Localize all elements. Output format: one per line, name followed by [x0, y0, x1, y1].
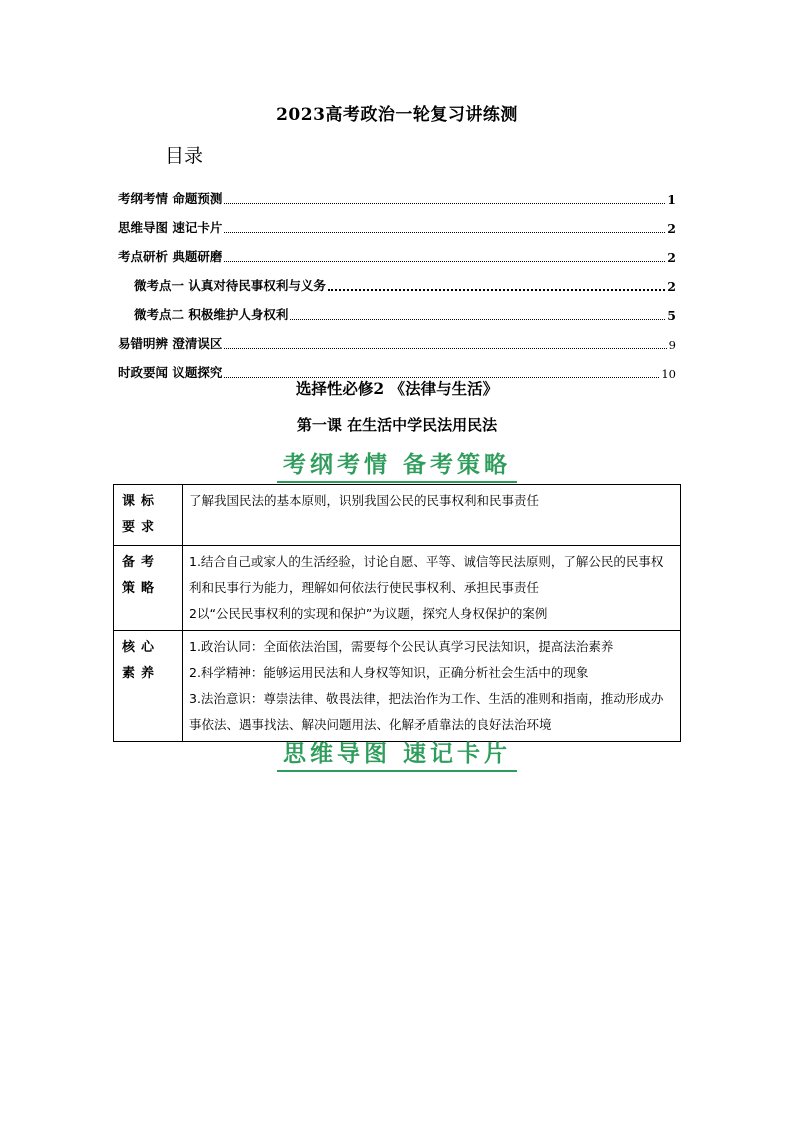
toc-entry[interactable]	[118, 323, 676, 352]
toc-entry-page: 2	[667, 279, 676, 294]
content-line: 1.结合自己或家人的生活经验，讨论自愿、平等、诚信等民法原则，了解公民的民事权利和民事行为能力，理解如何依法行使民事权利、承担民事责任	[189, 554, 664, 595]
row-header: 核心素养	[114, 631, 183, 742]
toc-heading: 目录	[165, 145, 204, 167]
content-line: 2以“公民民事权利的实现和保护”为议题，探究人身权保护的案例	[189, 606, 548, 621]
toc-entry-page: 2	[667, 221, 676, 236]
content-line: 1.政治认同：全面依法治国，需要每个公民认真学习民法知识，提高法治素养	[189, 639, 614, 654]
toc-entry-label: 易错明辨 澄清误区	[118, 336, 223, 351]
row-content	[183, 546, 681, 631]
toc-leader	[224, 261, 665, 262]
lesson-title: 第一课 在生活中学民法用民法	[296, 416, 498, 434]
toc-entry[interactable]	[118, 207, 676, 236]
module-title: 选择性必修2 《法律与生活》	[295, 379, 499, 398]
row-content	[183, 485, 681, 546]
toc-entry-label: 时政要闻 议题探究	[118, 365, 223, 380]
toc-entry-label: 思维导图 速记卡片	[118, 220, 223, 235]
toc-entry[interactable]	[118, 236, 676, 265]
table-of-contents	[118, 178, 676, 381]
content-line: 2.科学精神：能够运用民法和人身权等知识，正确分析社会生活中的现象	[189, 665, 589, 680]
section-banner-text: 考纲考情 备考策略	[277, 446, 517, 483]
toc-entry-label: 微考点一 认真对待民事权利与义务	[134, 278, 326, 293]
document-title: 2023高考政治一轮复习讲练测	[276, 105, 518, 125]
toc-entry[interactable]	[118, 178, 676, 207]
toc-entry-label: 考点研析 典题研磨	[118, 249, 223, 264]
row-content	[183, 631, 681, 742]
section-banner-exam-outline	[0, 446, 794, 483]
table-row	[114, 546, 681, 631]
row-header: 课标要求	[114, 485, 183, 546]
requirements-table	[113, 484, 681, 742]
toc-leader	[224, 203, 665, 204]
table-row	[114, 485, 681, 546]
toc-leader	[328, 289, 665, 291]
toc-leader	[290, 319, 665, 320]
toc-entry-page: 9	[668, 338, 676, 352]
toc-entry-page: 5	[667, 308, 676, 323]
content-line: 3.法治意识：尊崇法律、敬畏法律，把法治作为工作、生活的准则和指南，推动形成办事依法、遇事找法、解决问题用法、化解矛盾靠法的良好法治环境	[189, 691, 664, 732]
content-line: 了解我国民法的基本原则，识别我国公民的民事权利和民事责任	[189, 493, 540, 508]
toc-entry-page: 1	[667, 192, 676, 207]
section-banner-text: 思维导图 速记卡片	[277, 735, 517, 772]
row-header: 备考策略	[114, 546, 183, 631]
toc-entry-label: 考纲考情 命题预测	[118, 191, 223, 206]
toc-entry-page: 10	[661, 367, 676, 381]
toc-entry[interactable]	[118, 265, 676, 294]
toc-entry[interactable]	[118, 294, 676, 323]
table-row	[114, 631, 681, 742]
section-banner-mind-map	[0, 735, 794, 772]
toc-entry-label: 微考点二 积极维护人身权利	[134, 307, 289, 322]
toc-leader	[224, 348, 666, 349]
toc-leader	[224, 232, 665, 233]
toc-entry-page: 2	[667, 250, 676, 265]
